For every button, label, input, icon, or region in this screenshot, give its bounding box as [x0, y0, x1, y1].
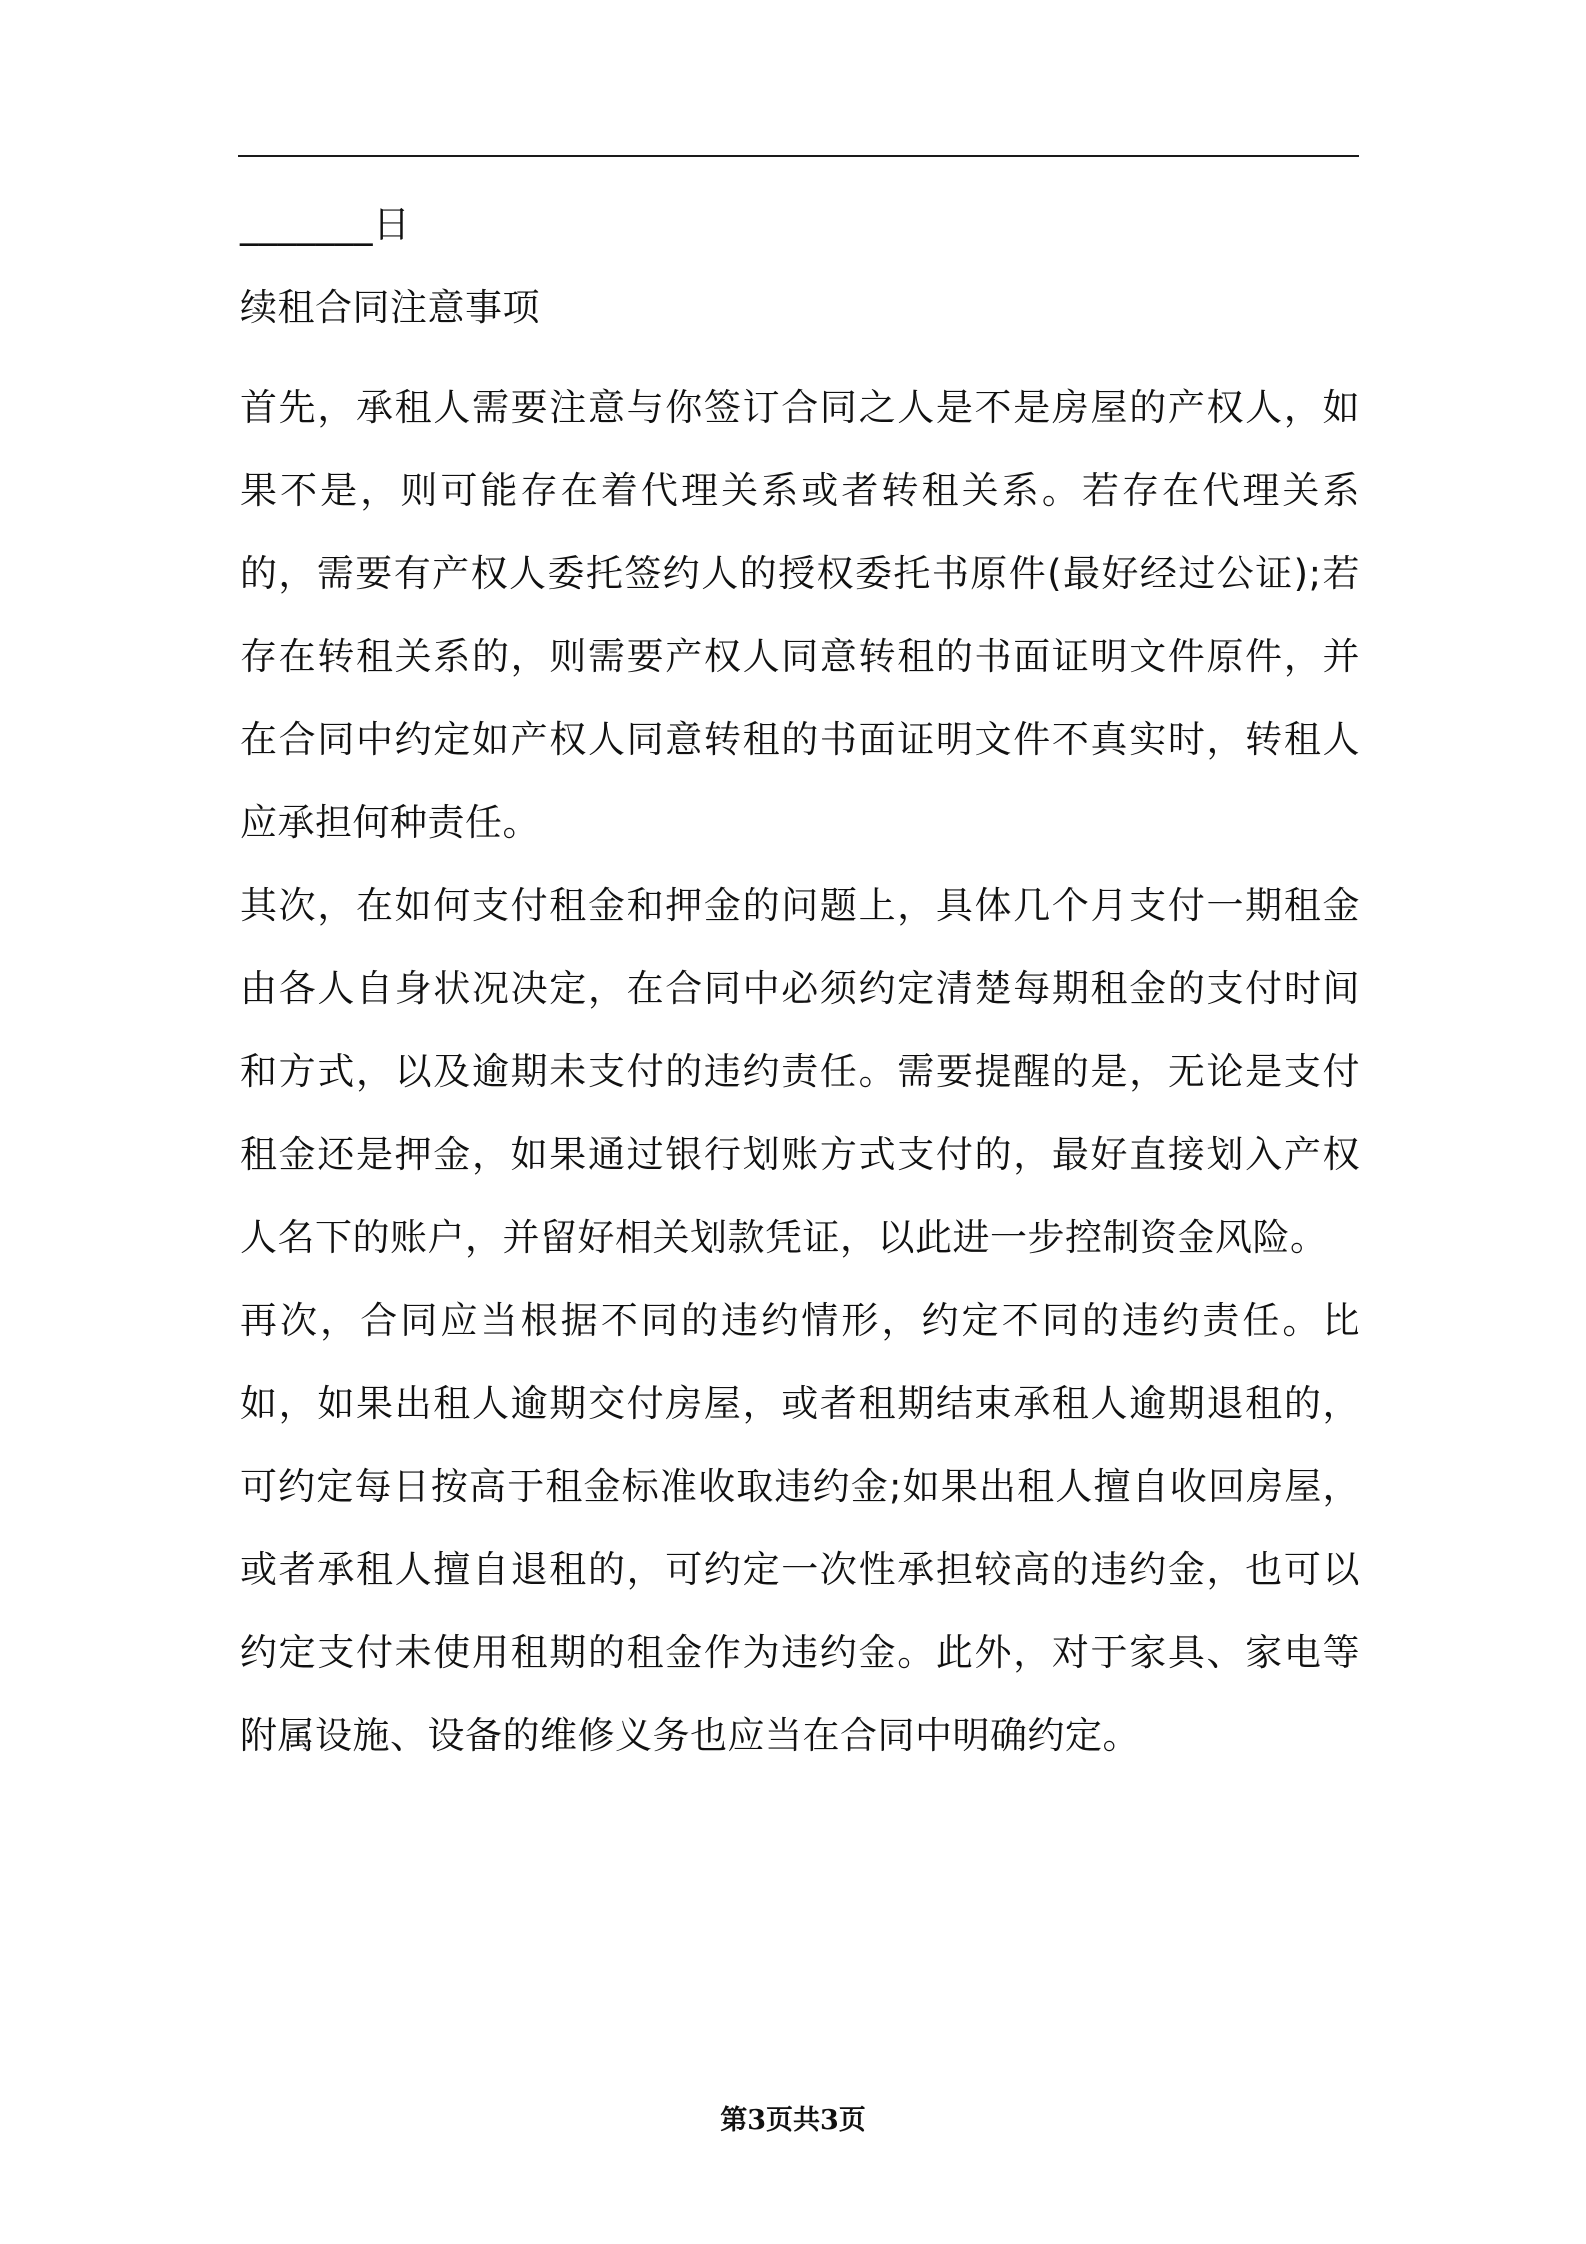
paragraph-second: 其次，在如何支付租金和押金的问题上，具体几个月支付一期租金由各人自身状况决定，在合同中必须约定清楚每期租金的支付时间和方式，以及逾期未支付的违约责任。需要提醒的是，无论是支付租金还是押金，如果通过银行划账方式支付的，最好直接划入产权人名下的账户，并留好相关划款凭证，以此进一步控制资金风险。	[240, 884, 1360, 1259]
date-line: _______日	[240, 203, 411, 246]
page-number: 第3页共3页	[720, 2105, 866, 2136]
paragraph-third: 再次，合同应当根据不同的违约情形，约定不同的违约责任。比如，如果出租人逾期交付房屋，或者租期结束承租人逾期退租的，可约定每日按高于租金标准收取违约金;如果出租人擅自收回房屋，或者承租人擅自退租的，可约定一次性承担较高的违约金，也可以约定支付未使用租期的租金作为违约金。此外，对于家具、家电等附属设施、设备的维修义务也应当在合同中明确约定。	[240, 1299, 1360, 1757]
paragraph-first: 首先，承租人需要注意与你签订合同之人是不是房屋的产权人，如果不是，则可能存在着代理关系或者转租关系。若存在代理关系的，需要有产权人委托签约人的授权委托书原件(最好经过公证);若存在转租关系的，则需要产权人同意转租的书面证明文件原件，并在合同中约定如产权人同意转租的书面证明文件不真实时，转租人应承担何种责任。	[240, 386, 1360, 844]
section-heading: 续租合同注意事项	[240, 286, 540, 329]
header-rule	[238, 155, 1359, 157]
document-body	[240, 200, 1360, 1777]
